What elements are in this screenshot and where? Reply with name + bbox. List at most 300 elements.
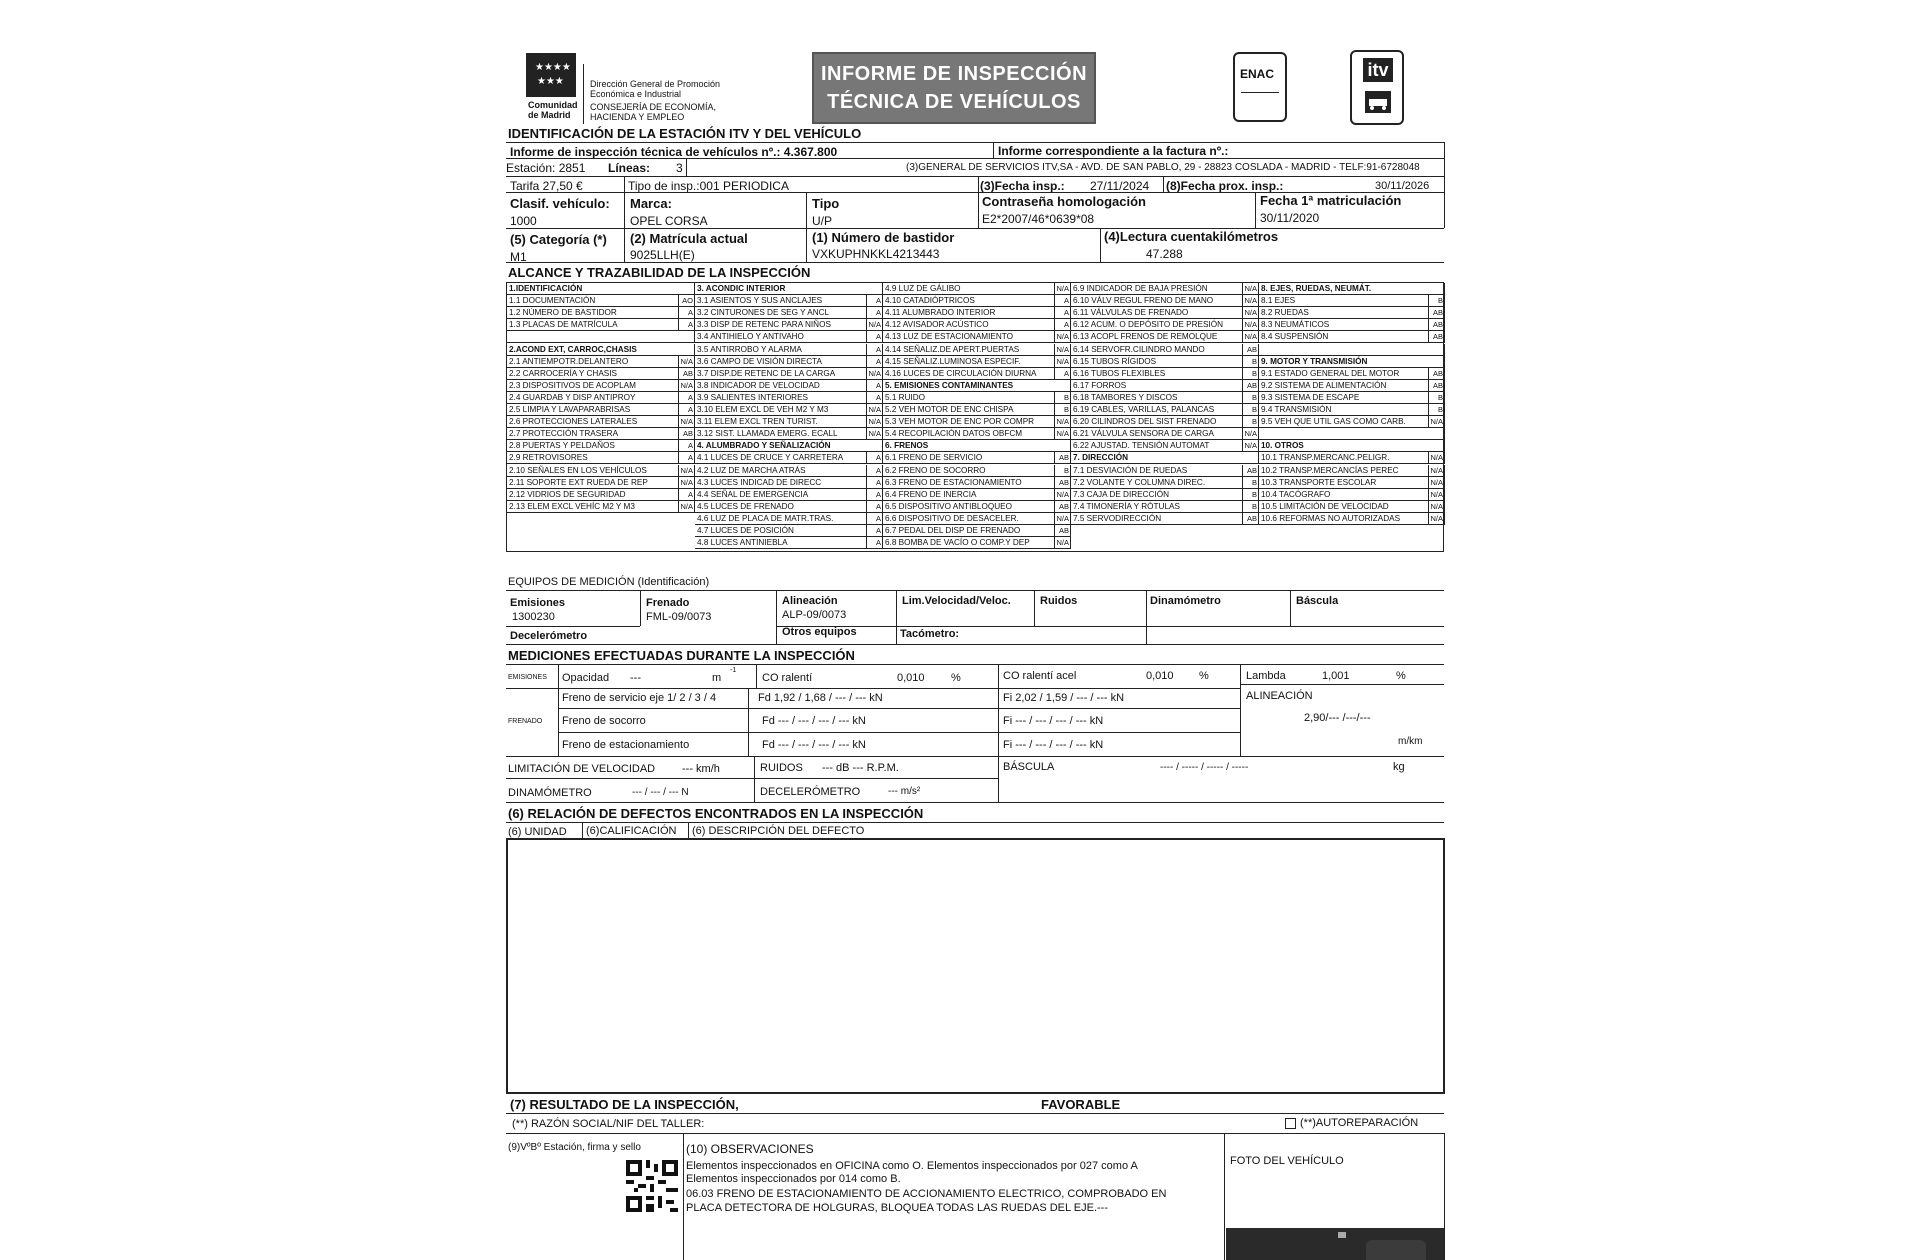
scope-item-result: B: [1063, 405, 1069, 414]
scope-item-label: 4.8 LUCES ANTINIEBLA: [697, 538, 788, 548]
scope-item: [1071, 319, 1259, 331]
tipo-inspeccion: Tipo de insp.:001 PERIODICA: [628, 179, 789, 193]
scope-item-label: 7.3 CAJA DE DIRECCIÓN: [1073, 489, 1169, 499]
scope-section-header: [507, 344, 695, 356]
title-line2: TÉCNICA DE VEHÍCULOS: [827, 91, 1081, 113]
lines-value: 3: [676, 161, 683, 175]
org-line3: CONSEJERÍA DE ECONOMÍA,: [590, 102, 717, 112]
scope-item: [883, 477, 1071, 489]
scope-item: [883, 295, 1071, 307]
scope-item-label: 2.9 RETROVISORES: [509, 453, 588, 463]
scope-item-result: N/A: [1430, 513, 1443, 523]
scope-item-label: 9.4 TRANSMISIÓN: [1261, 405, 1332, 414]
eq-emisiones-label: Emisiones: [510, 597, 566, 609]
frenado-tag: FRENADO: [508, 718, 543, 725]
scope-item-label: 4. ALUMBRADO Y SEÑALIZACIÓN: [697, 441, 831, 451]
scope-item-label: 6.17 FORROS: [1073, 380, 1127, 390]
dinamometro-label: DINAMÓMETRO: [508, 787, 592, 799]
autoreparacion-label: (**)AUTOREPARACIÓN: [1300, 1117, 1419, 1129]
scope-item-result: N/A: [1244, 284, 1257, 293]
scope-item: [695, 525, 883, 537]
scope-item-result: N/A: [1244, 308, 1257, 318]
scope-item-label: 7.2 VOLANTE Y COLUMNA DIREC.: [1073, 477, 1206, 487]
scope-item-result: N/A: [1430, 501, 1443, 511]
scope-item-result: A: [875, 513, 881, 523]
scope-item-result: N/A: [680, 380, 693, 390]
homolog-label: Contraseña homologación: [982, 194, 1146, 209]
scope-item-label: 9.3 SISTEMA DE ESCAPE: [1261, 392, 1360, 402]
scope-item-result: N/A: [680, 356, 693, 366]
ruidos-value: --- dB --- R.P.M.: [822, 762, 899, 774]
scope-item: [507, 416, 695, 428]
col-descripcion: (6) DESCRIPCIÓN DEL DEFECTO: [692, 825, 865, 837]
scope-item-label: 4.10 CATADIÓPTRICOS: [885, 296, 975, 306]
clasif-value: 1000: [510, 214, 537, 228]
scope-item-label: 6.19 CABLES, VARILLAS, PALANCAS: [1073, 405, 1215, 414]
scope-item-result: B: [1437, 405, 1443, 414]
scope-item: [883, 344, 1071, 356]
decel-value: --- m/s²: [888, 786, 921, 797]
scope-item-result: N/A: [680, 501, 693, 511]
scope-item-result: N/A: [680, 417, 693, 427]
scope-item-label: 5.2 VEH MOTOR DE ENC CHISPA: [885, 405, 1014, 414]
scope-item-label: 2.8 PUERTAS Y PELDAÑOS: [509, 441, 615, 451]
socorro-fd: Fd --- / --- / --- / --- kN: [762, 715, 866, 727]
scope-item-result: A: [687, 308, 693, 318]
scope-item-result: A: [875, 453, 881, 463]
scope-item: [507, 477, 695, 489]
scope-item: [883, 331, 1071, 343]
car-icon: [1364, 90, 1392, 114]
scope-item: [695, 392, 883, 404]
bascula-unit: kg: [1393, 761, 1405, 773]
col-unidad: (6) UNIDAD: [508, 826, 567, 838]
scope-item-label: 9.1 ESTADO GENERAL DEL MOTOR: [1261, 368, 1400, 378]
scope-item-label: 6.14 SERVOFR.CILINDRO MANDO: [1073, 344, 1205, 354]
matricula-label: (2) Matrícula actual: [630, 231, 748, 246]
scope-item-label: 7.1 DESVIACIÓN DE RUEDAS: [1073, 465, 1188, 475]
invoice-number: Informe correspondiente a la factura nº.:: [998, 144, 1229, 158]
scope-item: [695, 368, 883, 380]
taller-label: (**) RAZÓN SOCIAL/NIF DEL TALLER:: [512, 1118, 705, 1130]
scope-item-label: 4.6 LUZ DE PLACA DE MATR.TRAS.: [697, 513, 834, 523]
scope-item-label: 2.13 ELEM EXCL VEHÍC M2 Y M3: [509, 501, 635, 511]
fecha-insp-label: (3)Fecha insp.:: [980, 179, 1065, 193]
scope-item-result: AB: [1432, 308, 1443, 318]
report-number: Informe de inspección técnica de vehículos nº.: 4.367.800: [510, 145, 838, 159]
scope-item-result: A: [875, 489, 881, 499]
co-acel-pct: %: [1199, 670, 1209, 682]
scope-item: [695, 380, 883, 392]
scope-item: [883, 501, 1071, 513]
scope-item: [695, 319, 883, 331]
enac-logo: [1233, 52, 1287, 122]
decel-label: DECELERÓMETRO: [760, 786, 861, 798]
estac-fi: Fi --- / --- / --- / --- kN: [1003, 739, 1104, 751]
scope-item-result: A: [1063, 320, 1069, 330]
scope-item: [695, 513, 883, 525]
scope-item: [695, 501, 883, 513]
scope-item: [883, 465, 1071, 477]
identification-title: IDENTIFICACIÓN DE LA ESTACIÓN ITV Y DEL VEHÍCULO: [508, 126, 862, 141]
scope-item-result: A: [875, 344, 881, 354]
scope-item-label: 3.9 SALIENTES INTERIORES: [697, 392, 809, 402]
scope-item-result: A: [1063, 308, 1069, 318]
result-value: FAVORABLE: [1041, 1097, 1121, 1112]
scope-empty-row: [507, 331, 695, 343]
lines-label: Líneas:: [608, 161, 651, 175]
eq-tacometro-label: Tacómetro:: [900, 628, 960, 640]
scope-item-label: 2.ACOND EXT, CARROC,CHASIS: [509, 344, 637, 354]
result-label: (7) RESULTADO DE LA INSPECCIÓN,: [510, 1097, 739, 1112]
scope-item-label: 2.11 SOPORTE EXT RUEDA DE REP: [509, 477, 648, 487]
scope-item-label: 6.8 BOMBA DE VACÍO O COMP.Y DEP: [885, 538, 1030, 548]
scope-item: [695, 489, 883, 501]
scope-item: [507, 404, 695, 416]
scope-item-label: 3.5 ANTIRROBO Y ALARMA: [697, 344, 802, 354]
scope-section-header: [507, 283, 695, 295]
scope-item-label: 10.5 LIMITACIÓN DE VELOCIDAD: [1261, 501, 1389, 511]
scope-item-label: 6.13 ACOPL FRENOS DE REMOLQUE: [1073, 332, 1218, 342]
scope-item: [1071, 428, 1259, 440]
scope-section-header: [1071, 452, 1259, 464]
scope-empty-row: [1259, 428, 1445, 440]
scope-item-label: 7.4 TIMONERÍA Y RÓTULAS: [1073, 501, 1180, 511]
scope-item-label: 5.4 RECOPILACIÓN DATOS OBFCM: [885, 429, 1023, 439]
svg-text:★★★: ★★★: [537, 76, 564, 87]
scope-item: [507, 452, 695, 464]
scope-item-label: 1.3 PLACAS DE MATRÍCULA: [509, 320, 618, 330]
svg-text:★★★★: ★★★★: [535, 62, 571, 73]
bascula-value: ---- / ----- / ----- / -----: [1160, 762, 1249, 773]
scope-item-result: N/A: [1056, 538, 1069, 548]
scope-item: [507, 295, 695, 307]
org-line2: Económica e Industrial: [590, 89, 682, 99]
title-line1: INFORME DE INSPECCIÓN: [820, 63, 1088, 85]
bastidor-value: VXKUPHNKKL4213443: [812, 247, 940, 261]
scope-item-result: A: [875, 538, 881, 548]
org-line4: HACIENDA Y EMPLEO: [590, 112, 685, 122]
scope-item-label: 6.1 FRENO DE SERVICIO: [885, 453, 983, 463]
emisiones-tag: EMISIONES: [508, 674, 547, 681]
scope-item: [507, 392, 695, 404]
scope-item-result: AB: [1058, 501, 1069, 511]
scope-item: [1259, 380, 1445, 392]
scope-item-label: 6.5 DISPOSITIVO ANTIBLOQUEO: [885, 501, 1012, 511]
co-ralenti-pct: %: [951, 672, 961, 684]
scope-item-result: N/A: [1430, 453, 1443, 463]
scope-item-label: 3.4 ANTIHIELO Y ANTIVAHO: [697, 332, 804, 342]
scope-item-result: N/A: [1244, 332, 1257, 342]
scope-item-label: 1.2 NÚMERO DE BASTIDOR: [509, 308, 617, 318]
scope-item-label: 4.9 LUZ DE GÁLIBO: [885, 284, 961, 293]
scope-item-label: 2.6 PROTECCIONES LATERALES: [509, 417, 638, 427]
scope-item: [507, 319, 695, 331]
fecha-prox-label: (8)Fecha prox. insp.:: [1166, 179, 1284, 193]
eq-emisiones: 1300230: [512, 611, 555, 623]
co-acel-value: 0,010: [1146, 670, 1174, 682]
tipo-value: U/P: [812, 214, 833, 228]
scope-item-result: AO: [682, 296, 693, 306]
scope-item-label: 6.6 DISPOSITIVO DE DESACELER.: [885, 513, 1019, 523]
scope-item: [1259, 452, 1445, 464]
scope-item: [883, 452, 1071, 464]
clasif-label: Clasif. vehículo:: [510, 196, 610, 211]
scope-item-label: 8. EJES, RUEDAS, NEUMÁT.: [1261, 284, 1372, 293]
scope-item: [1259, 392, 1445, 404]
scope-item-label: 9. MOTOR Y TRANSMISIÓN: [1261, 356, 1368, 366]
scope-item-result: AB: [1432, 368, 1443, 378]
scope-item-label: 7.5 SERVODIRECCIÓN: [1073, 513, 1162, 523]
scope-empty-row: [1259, 344, 1445, 356]
scope-item-result: AB: [1246, 344, 1257, 354]
scope-item-label: 6. FRENOS: [885, 441, 929, 451]
scope-item: [695, 307, 883, 319]
marca-label: Marca:: [630, 196, 672, 211]
scope-item-label: 10.4 TACÓGRAFO: [1261, 489, 1331, 499]
scope-item-result: A: [875, 380, 881, 390]
scope-item-label: 6.20 CILINDROS DEL SIST FRENADO: [1073, 417, 1217, 427]
scope-section-header: [883, 380, 1071, 392]
scope-item-label: 2.5 LIMPIA Y LAVAPARABRISAS: [509, 405, 631, 414]
scope-item: [507, 356, 695, 368]
scope-item-result: N/A: [1056, 344, 1069, 354]
scope-item: [507, 428, 695, 440]
scope-item-label: 4.1 LUCES DE CRUCE Y CARRETERA: [697, 453, 844, 463]
itv-logo: [1350, 50, 1404, 125]
scope-item-result: A: [875, 296, 881, 306]
bastidor-label: (1) Número de bastidor: [812, 230, 955, 245]
scope-item-label: 3.12 SIST. LLAMADA EMERG. ECALL: [697, 429, 838, 439]
scope-item-result: B: [1251, 405, 1257, 414]
scope-item-label: 5. EMISIONES CONTAMINANTES: [885, 380, 1014, 390]
comunidad-madrid-logo: [526, 53, 576, 97]
scope-item-result: N/A: [1244, 296, 1257, 306]
scope-item: [883, 356, 1071, 368]
scope-item-result: A: [687, 441, 693, 451]
scope-item-result: A: [875, 526, 881, 535]
scope-item: [1259, 477, 1445, 489]
scope-item-result: N/A: [1056, 332, 1069, 342]
col-calificacion: (6)CALIFICACIÓN: [586, 825, 677, 837]
alineacion-unit: m/km: [1398, 736, 1423, 747]
scope-item-label: 6.22 AJUSTAD. TENSIÓN AUTOMAT: [1073, 441, 1210, 451]
tarifa: Tarifa 27,50 €: [510, 179, 583, 193]
co-acel-label: CO ralentí acel: [1003, 670, 1077, 682]
eq-otros-label: Otros equipos: [782, 626, 857, 638]
scope-item-result: B: [1251, 356, 1257, 366]
scope-item-label: 3.11 ELEM EXCL TREN TURIST.: [697, 417, 818, 427]
scope-item-label: 3.6 CAMPO DE VISIÓN DIRECTA: [697, 356, 822, 366]
station: Estación: 2851: [506, 161, 586, 175]
scope-item: [1259, 489, 1445, 501]
fecha-insp: 27/11/2024: [1090, 179, 1150, 193]
observaciones-title: (10) OBSERVACIONES: [686, 1142, 814, 1156]
eq-dinamometro-label: Dinamómetro: [1150, 595, 1221, 607]
scope-item: [1259, 368, 1445, 380]
estac-fd: Fd --- / --- / --- / --- kN: [762, 739, 866, 751]
tipo-label: Tipo: [812, 196, 840, 211]
scope-item-label: 8.4 SUSPENSIÓN: [1261, 332, 1329, 342]
scope-item-label: 4.11 ALUMBRADO INTERIOR: [885, 308, 996, 318]
measurements-title: MEDICIONES EFECTUADAS DURANTE LA INSPECCIÓN: [508, 648, 855, 663]
scope-item-label: 1.1 DOCUMENTACIÓN: [509, 296, 596, 306]
scope-item-label: 4.13 LUZ DE ESTACIONAMIENTO: [885, 332, 1013, 342]
scope-item-label: 2.12 VIDRIOS DE SEGURIDAD: [509, 489, 626, 499]
eq-decelerometro-label: Decelerómetro: [510, 630, 588, 642]
scope-item-result: A: [687, 489, 693, 499]
scope-item: [1071, 344, 1259, 356]
eq-bascula-label: Báscula: [1296, 595, 1339, 607]
report-title-banner: [812, 52, 1096, 124]
scope-item-label: 4.15 SEÑALIZ.LUMINOSA ESPECIF.: [885, 356, 1021, 366]
autoreparacion-checkbox[interactable]: [1285, 1118, 1296, 1129]
qr-code-icon: [626, 1160, 678, 1212]
scope-item-label: 4.4 SEÑAL DE EMERGENCIA: [697, 489, 809, 499]
org-line1: Dirección General de Promoción: [590, 79, 721, 89]
scope-item-label: 6.15 TUBOS RÍGIDOS: [1073, 356, 1157, 366]
scope-item: [695, 344, 883, 356]
scope-item: [695, 477, 883, 489]
scope-item-result: N/A: [1244, 320, 1257, 330]
scope-item-result: AB: [682, 429, 693, 439]
scope-item: [883, 307, 1071, 319]
scope-item: [1071, 331, 1259, 343]
scope-item: [1071, 501, 1259, 513]
scope-item-result: AB: [1246, 380, 1257, 390]
scope-item-label: 9.5 VEH QUE UTIL GAS COMO CARB.: [1261, 417, 1406, 427]
eq-ruidos-label: Ruidos: [1040, 595, 1078, 607]
scope-item-result: AB: [1058, 453, 1069, 463]
scope-item-label: 2.7 PROTECCIÓN TRASERA: [509, 429, 619, 439]
scope-item-label: 3.2 CINTURONES DE SEG Y ANCL: [697, 308, 830, 318]
scope-item: [883, 404, 1071, 416]
scope-section-header: [1259, 440, 1445, 452]
km-value: 47.288: [1146, 247, 1183, 261]
scope-item-result: AB: [682, 368, 693, 378]
scope-item: [1259, 513, 1445, 525]
dinamometro-value: --- / --- / --- N: [632, 787, 689, 798]
servicio-fi: Fi 2,02 / 1,59 / --- / --- kN: [1003, 692, 1125, 704]
observaciones-line1: Elementos inspeccionados en OFICINA como O. Elementos inspeccionados por 027 como A: [686, 1160, 1138, 1172]
scope-item-result: B: [1437, 392, 1443, 402]
scope-item: [883, 283, 1071, 295]
scope-item: [883, 537, 1071, 549]
scope-item: [695, 452, 883, 464]
scope-item-label: 2.4 GUARDAB Y DISP ANTIPROY: [509, 392, 636, 402]
scope-item: [1259, 319, 1445, 331]
scope-item: [1259, 307, 1445, 319]
eq-alineacion: ALP-09/0073: [782, 609, 847, 621]
scope-item-label: 7. DIRECCIÓN: [1073, 453, 1129, 463]
scope-section-header: [695, 283, 883, 295]
vb-label: (9)VºBº Estación, firma y sello: [508, 1142, 641, 1153]
scope-item-result: N/A: [680, 477, 693, 487]
scope-item: [695, 356, 883, 368]
scope-item-label: 3.7 DISP.DE RETENC DE LA CARGA: [697, 368, 836, 378]
scope-item-result: N/A: [680, 465, 693, 475]
scope-item: [883, 489, 1071, 501]
scope-item-label: 10. OTROS: [1261, 441, 1304, 451]
scope-item: [1259, 501, 1445, 513]
scope-item: [1071, 416, 1259, 428]
scope-item-result: N/A: [1244, 429, 1257, 439]
scope-item-result: A: [875, 332, 881, 342]
scope-section-header: [1259, 283, 1445, 295]
servicio-label: Freno de servicio eje 1/ 2 / 3 / 4: [562, 692, 717, 704]
scope-table: [506, 282, 1444, 552]
lambda-value: 1,001: [1322, 670, 1350, 682]
scope-item-result: N/A: [1056, 513, 1069, 523]
lambda-label: Lambda: [1246, 670, 1286, 682]
scope-item-label: 8.1 EJES: [1261, 296, 1296, 306]
scope-section-header: [695, 440, 883, 452]
scope-item-label: 2.3 DISPOSITIVOS DE ACOPLAM: [509, 380, 636, 390]
eq-frenado: FML-09/0073: [646, 611, 712, 623]
scope-item-result: A: [875, 356, 881, 366]
eq-frenado-label: Frenado: [646, 597, 690, 609]
observaciones-line2: Elementos inspeccionados por 014 como B.: [686, 1173, 901, 1185]
scope-item-result: B: [1063, 465, 1069, 475]
co-ralenti-label: CO ralentí: [762, 672, 813, 684]
opacidad-value: ---: [630, 672, 641, 684]
scope-item-label: 2.1 ANTIEMPOTR.DELANTERO: [509, 356, 629, 366]
scope-item: [507, 501, 695, 513]
scope-item: [1259, 404, 1445, 416]
scope-item: [1259, 465, 1445, 477]
scope-item-label: 5.1 RUIDO: [885, 392, 926, 402]
scope-item-label: 8.2 RUEDAS: [1261, 308, 1309, 318]
equipment-title: EQUIPOS DE MEDICIÓN (Identificación): [508, 576, 710, 588]
bascula-label: BÁSCULA: [1003, 761, 1055, 773]
limvel-value: --- km/h: [682, 763, 720, 775]
scope-item-label: 4.5 LUCES DE FRENADO: [697, 501, 794, 511]
scope-item-label: 3.10 ELEM EXCL DE VEH M2 Y M3: [697, 405, 829, 414]
scope-item-label: 4.2 LUZ DE MARCHA ATRÁS: [697, 465, 806, 475]
fecha-prox: 30/11/2026: [1375, 180, 1430, 192]
company-address: (3)GENERAL DE SERVICIOS ITV,SA - AVD. DE SAN PABLO, 29 - 28823 COSLADA - MADRID - TELF:91-6728048: [906, 162, 1420, 173]
scope-item: [507, 489, 695, 501]
scope-item-label: 2.10 SEÑALES EN LOS VEHÍCULOS: [509, 465, 647, 475]
limvel-label: LIMITACIÓN DE VELOCIDAD: [508, 763, 656, 775]
scope-item-result: AB: [1432, 320, 1443, 330]
scope-item: [695, 416, 883, 428]
scope-item-label: 6.21 VÁLVULA SENSORA DE CARGA: [1073, 429, 1214, 439]
cm-line2: de Madrid: [528, 110, 571, 120]
scope-item-result: N/A: [868, 320, 881, 330]
scope-item-result: A: [687, 453, 693, 463]
scope-item-result: AB: [1246, 465, 1257, 475]
scope-section-header: [1259, 356, 1445, 368]
scope-item: [1071, 392, 1259, 404]
scope-item: [1071, 368, 1259, 380]
scope-item: [1071, 440, 1259, 452]
defects-area: [506, 838, 1445, 1094]
scope-item-result: B: [1251, 368, 1257, 378]
scope-section-header: [883, 440, 1071, 452]
scope-item: [1259, 331, 1445, 343]
scope-item-result: N/A: [868, 368, 881, 378]
scope-item: [1259, 295, 1445, 307]
scope-item: [695, 465, 883, 477]
scope-item: [695, 404, 883, 416]
scope-item: [507, 368, 695, 380]
matric1-label: Fecha 1ª matriculación: [1260, 193, 1402, 208]
itv-logo-text: itv: [1363, 58, 1393, 82]
scope-item-label: 9.2 SISTEMA DE ALIMENTACIÓN: [1261, 380, 1387, 390]
scope-item-label: 6.7 PEDAL DEL DISP DE FRENADO: [885, 526, 1021, 535]
scope-item-label: 6.11 VÁLVULAS DE FRENADO: [1073, 308, 1189, 318]
